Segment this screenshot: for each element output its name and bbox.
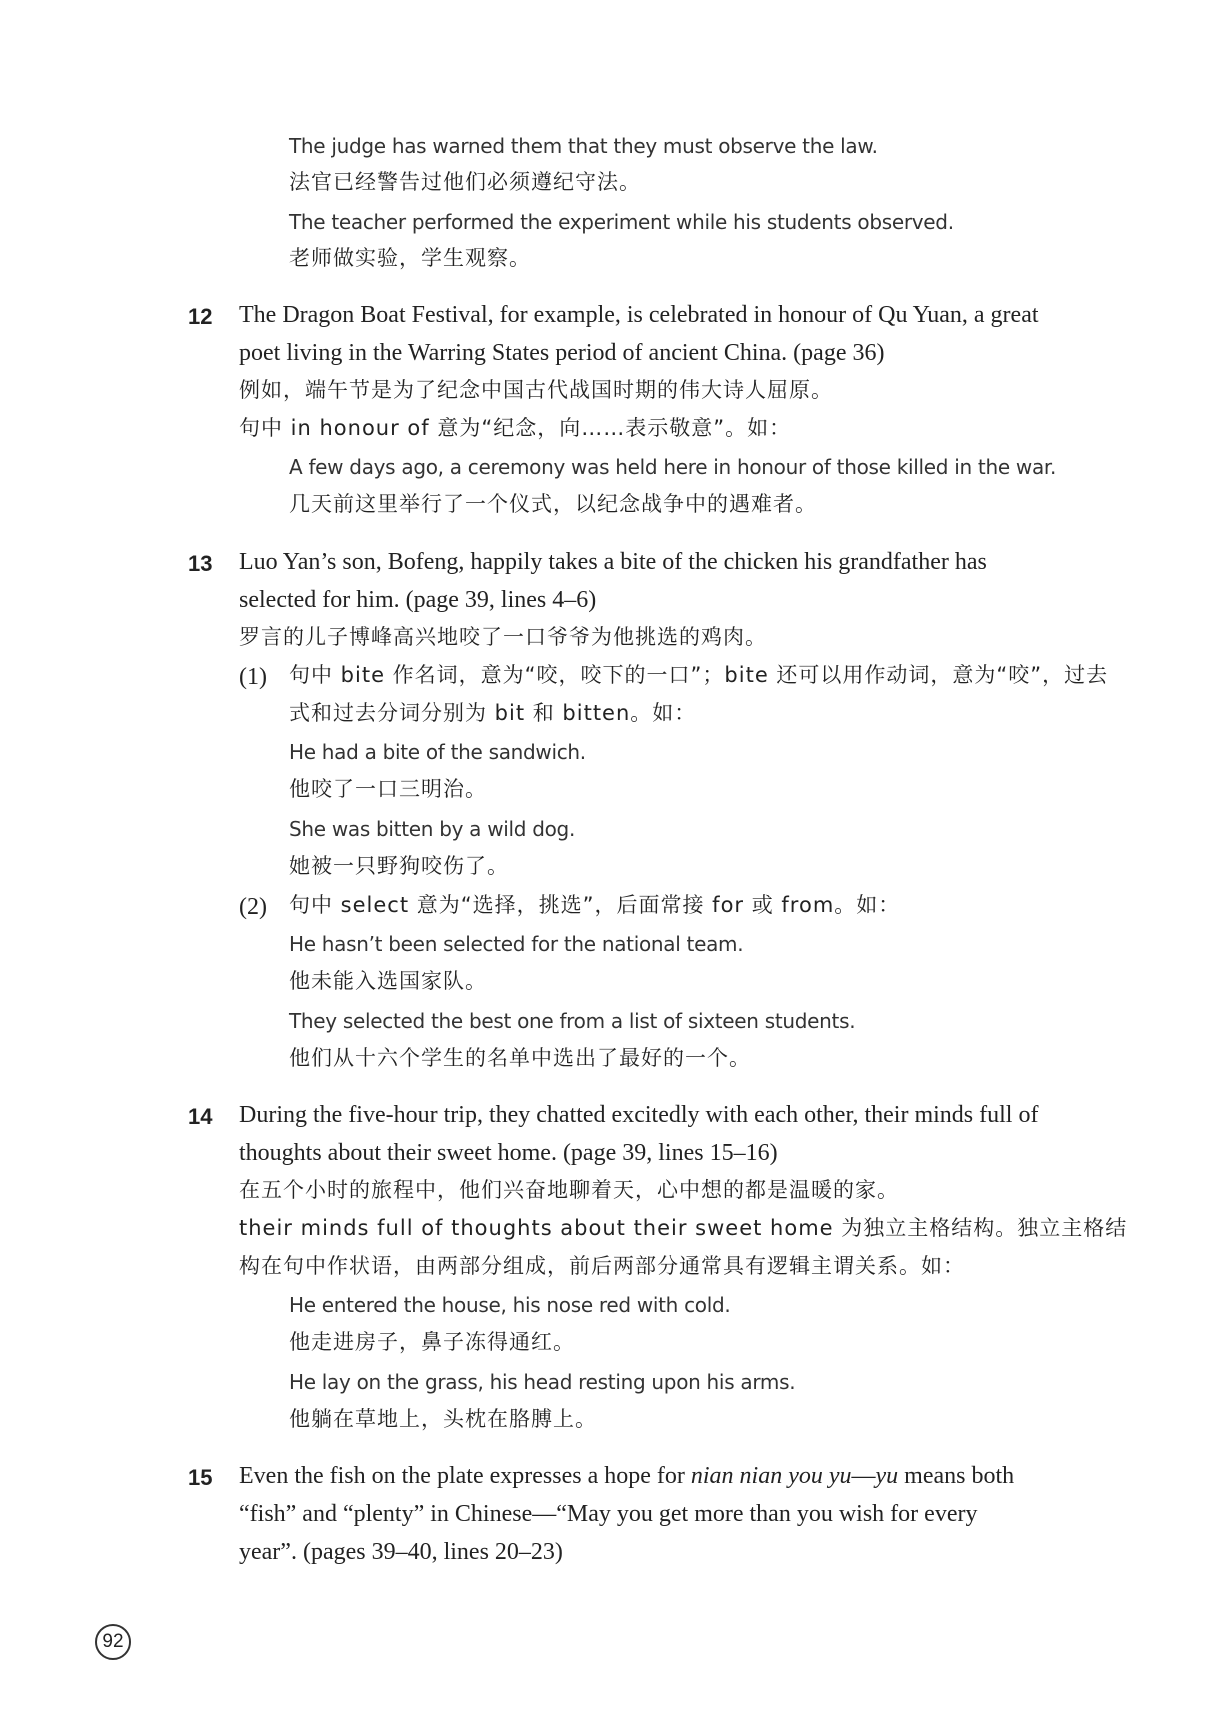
example-zh: 老师做实验，学生观察。: [289, 246, 531, 270]
note-translation: 例如，端午节是为了纪念中国古代战国时期的伟大诗人屈原。: [239, 378, 833, 402]
example-zh: 他咬了一口三明治。: [289, 777, 487, 801]
pinyin-phrase: nian nian you yu: [690, 1463, 852, 1489]
example-en: The teacher performed the experiment while his students observed.: [289, 210, 954, 234]
note-sentence: During the five-hour trip, they chatted excitedly with each other, their minds full of: [239, 1102, 1039, 1128]
example-zh: 他躺在草地上，头枕在胳膊上。: [289, 1407, 597, 1431]
example-en: He had a bite of the sandwich.: [289, 740, 586, 764]
example-en: They selected the best one from a list of sixteen students.: [289, 1009, 856, 1033]
note-number: 15: [188, 1465, 213, 1490]
example-zh: 几天前这里举行了一个仪式，以纪念战争中的遇难者。: [289, 492, 817, 516]
example-en: He hasn’t been selected for the national team.: [289, 932, 744, 956]
sub-label: (1): [239, 664, 267, 690]
example-en: A few days ago, a ceremony was held here in honour of those killed in the war.: [289, 455, 1057, 479]
note-explanation: 构在句中作状语，由两部分组成，前后两部分通常具有逻辑主谓关系。如：: [239, 1254, 965, 1278]
example-en: The judge has warned them that they must observe the law.: [289, 134, 878, 158]
sub-text: 句中 select 意为“选择，挑选”，后面常接 for 或 from。如：: [289, 893, 901, 917]
example-en: He lay on the grass, his head resting upon his arms.: [289, 1370, 796, 1394]
example-zh: 他未能入选国家队。: [289, 969, 487, 993]
note-sentence: thoughts about their sweet home. (page 39, lines 15–16): [239, 1140, 778, 1166]
example-zh: 法官已经警告过他们必须遵纪守法。: [289, 170, 641, 194]
example-en: He entered the house, his nose red with cold.: [289, 1293, 731, 1317]
note-sentence: Luo Yan’s son, Bofeng, happily takes a bite of the chicken his grandfather has: [239, 549, 987, 575]
note-sentence-part: —: [851, 1463, 876, 1489]
sub-text: 式和过去分词分别为 bit 和 bitten。如：: [289, 701, 697, 725]
note-sentence-part: means both: [898, 1463, 1015, 1489]
example-en: She was bitten by a wild dog.: [289, 817, 576, 841]
note-number: 13: [188, 551, 213, 576]
note-sentence: year”. (pages 39–40, lines 20–23): [239, 1539, 563, 1565]
example-zh: 他走进房子，鼻子冻得通红。: [289, 1330, 575, 1354]
sub-label: (2): [239, 894, 267, 920]
page-number: 92: [95, 1624, 131, 1660]
pinyin-word: yu: [875, 1463, 899, 1489]
example-zh: 她被一只野狗咬伤了。: [289, 854, 509, 878]
note-translation: 罗言的儿子博峰高兴地咬了一口爷爷为他挑选的鸡肉。: [239, 625, 767, 649]
example-zh: 他们从十六个学生的名单中选出了最好的一个。: [289, 1046, 751, 1070]
note-translation: 在五个小时的旅程中，他们兴奋地聊着天，心中想的都是温暖的家。: [239, 1178, 899, 1202]
note-sentence: “fish” and “plenty” in Chinese—“May you get more than you wish for every: [239, 1501, 978, 1527]
note-explanation: their minds full of thoughts about their sweet home 为独立主格结构。独立主格结: [239, 1216, 1128, 1240]
note-sentence: poet living in the Warring States period of ancient China. (page 36): [239, 340, 885, 366]
note-explanation: 句中 in honour of 意为“纪念，向……表示敬意”。如：: [239, 416, 792, 440]
note-number: 14: [188, 1104, 213, 1129]
note-sentence: [239, 1464, 1014, 1488]
note-sentence: selected for him. (page 39, lines 4–6): [239, 587, 597, 613]
sub-text: 句中 bite 作名词，意为“咬，咬下的一口”；bite 还可以用作动词，意为“咬”，过去: [289, 663, 1109, 687]
note-sentence-part: Even the fish on the plate expresses a hope for: [239, 1463, 691, 1489]
note-sentence: The Dragon Boat Festival, for example, is celebrated in honour of Qu Yuan, a great: [239, 302, 1039, 328]
note-number: 12: [188, 304, 213, 329]
